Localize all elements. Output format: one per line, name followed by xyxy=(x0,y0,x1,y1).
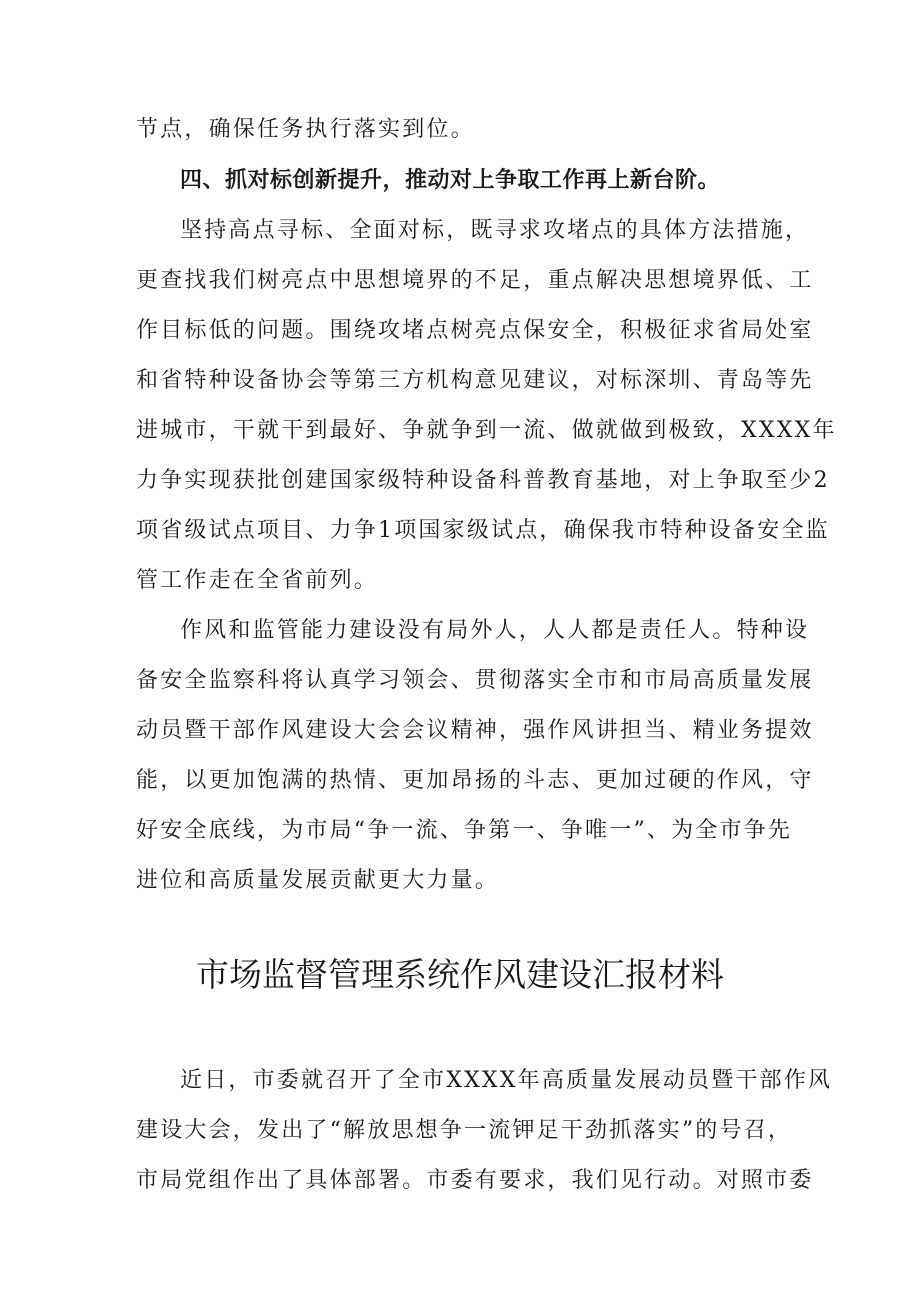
body-text-line: 建设大会，发出了“解放思想争一流钾足干劲抓落实”的号召， xyxy=(136,1118,793,1143)
body-text-line: 市局党组作出了具体部署。市委有要求，我们见行动。对照市委 xyxy=(136,1168,814,1193)
body-text-line: 进位和高质量发展贡献更大力量。 xyxy=(136,868,500,893)
document-title: 市场监督管理系统作风建设汇报材料 xyxy=(196,955,724,994)
body-text-line: 备安全监察科将认真学习领会、贯彻落实全市和市局高质量发展 xyxy=(136,668,814,693)
body-text-line: 进城市，干就干到最好、争就争到一流、做就做到极致，XXXX年 xyxy=(136,418,837,443)
body-text-line: 节点，确保任务执行落实到位。 xyxy=(136,117,475,142)
body-text-line: 能，以更加饱满的热情、更加昂扬的斗志、更加过硬的作风，守 xyxy=(136,768,814,793)
body-text-line: 坚持高点寻标、全面对标，既寻求攻堵点的具体方法措施， xyxy=(180,218,810,243)
body-text-line: 管工作走在全省前列。 xyxy=(136,568,379,593)
body-text-line: 力争实现获批创建国家级特种设备科普教育基地，对上争取至少2 xyxy=(136,468,830,493)
body-text-line: 项省级试点项目、力争1项国家级试点，确保我市特种设备安全监 xyxy=(136,518,830,543)
body-text-line: 动员暨干部作风建设大会会议精神，强作风讲担当、精业务提效 xyxy=(136,718,814,743)
body-text-line: 更查找我们树亮点中思想境界的不足，重点解决思想境界低、工 xyxy=(136,268,814,293)
body-text-line: 好安全底线，为市局“争一流、争第一、争唯一”、为全市争先 xyxy=(136,818,793,843)
body-text-line: 近日，市委就召开了全市XXXX年高质量发展动员暨干部作风 xyxy=(180,1068,833,1093)
body-text-line: 作风和监管能力建设没有局外人，人人都是责任人。特种设 xyxy=(180,618,810,643)
body-text-line: 作目标低的问题。围绕攻堵点树亮点保安全，积极征求省局处室 xyxy=(136,318,814,343)
body-text-line: 和省特种设备协会等第三方机构意见建议，对标深圳、青岛等先 xyxy=(136,368,814,393)
section-heading: 四、抓对标创新提升，推动对上争取工作再上新台阶。 xyxy=(180,168,721,193)
